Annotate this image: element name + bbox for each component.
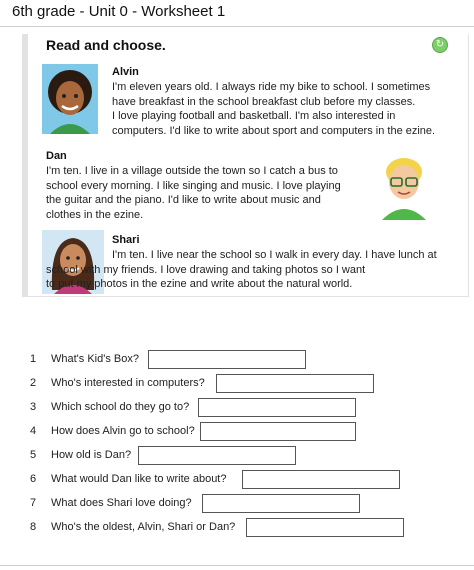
question-number: 5 — [30, 449, 37, 461]
question-number: 8 — [30, 521, 37, 533]
alvin-text: I'm eleven years old. I always ride my bike to school. I sometimes have breakfast in the school breakfast club before my classes. I love playing football and basketball. I'm also interested in computers. I'd like to write about sport and computers in the ezine. — [112, 81, 436, 137]
page-title: 6th grade - Unit 0 - Worksheet 1 — [12, 3, 226, 20]
answer-field[interactable] — [198, 398, 356, 417]
question-text: How old is Dan? — [51, 449, 132, 461]
shari-text: I'm ten. I live near the school so I walk in every day. I have lunch at school with my friends. I love drawing and taking photos so I want to put my photos in the ezine and write about the natural world. — [46, 249, 437, 290]
answer-field[interactable] — [246, 518, 404, 537]
card-title: Read and choose. — [46, 37, 166, 53]
answer-field[interactable] — [148, 350, 306, 369]
dan-name: Dan — [46, 150, 67, 162]
bottom-divider — [0, 565, 474, 566]
question-text: What's Kid's Box? — [51, 353, 139, 365]
question-text: Who's the oldest, Alvin, Shari or Dan? — [51, 521, 236, 533]
question-number: 3 — [30, 401, 37, 413]
question-number: 6 — [30, 473, 37, 485]
answer-field[interactable] — [200, 422, 356, 441]
question-number: 4 — [30, 425, 37, 437]
answer-field[interactable] — [202, 494, 360, 513]
dan-text: I'm ten. I live in a village outside the town so I catch a bus to school every morning. I like singing and music. I love playing the guitar and the piano. I'd like to write about music and clothes in the ezine. — [46, 165, 341, 221]
answer-field[interactable] — [138, 446, 296, 465]
reading-card — [22, 34, 469, 297]
answer-field[interactable] — [216, 374, 374, 393]
question-number: 1 — [30, 353, 37, 365]
alvin-name: Alvin — [112, 66, 139, 78]
shari-name: Shari — [112, 234, 140, 246]
question-text: What would Dan like to write about? — [51, 473, 227, 485]
alvin-avatar — [42, 64, 98, 134]
question-text: How does Alvin go to school? — [51, 425, 195, 437]
title-divider — [0, 26, 474, 27]
answer-field[interactable] — [242, 470, 400, 489]
question-text: Which school do they go to? — [51, 401, 190, 413]
question-number: 2 — [30, 377, 37, 389]
question-text: What does Shari love doing? — [51, 497, 192, 509]
refresh-icon[interactable]: ↻ — [432, 37, 448, 53]
question-text: Who's interested in computers? — [51, 377, 205, 389]
dan-avatar — [374, 150, 434, 220]
question-number: 7 — [30, 497, 37, 509]
